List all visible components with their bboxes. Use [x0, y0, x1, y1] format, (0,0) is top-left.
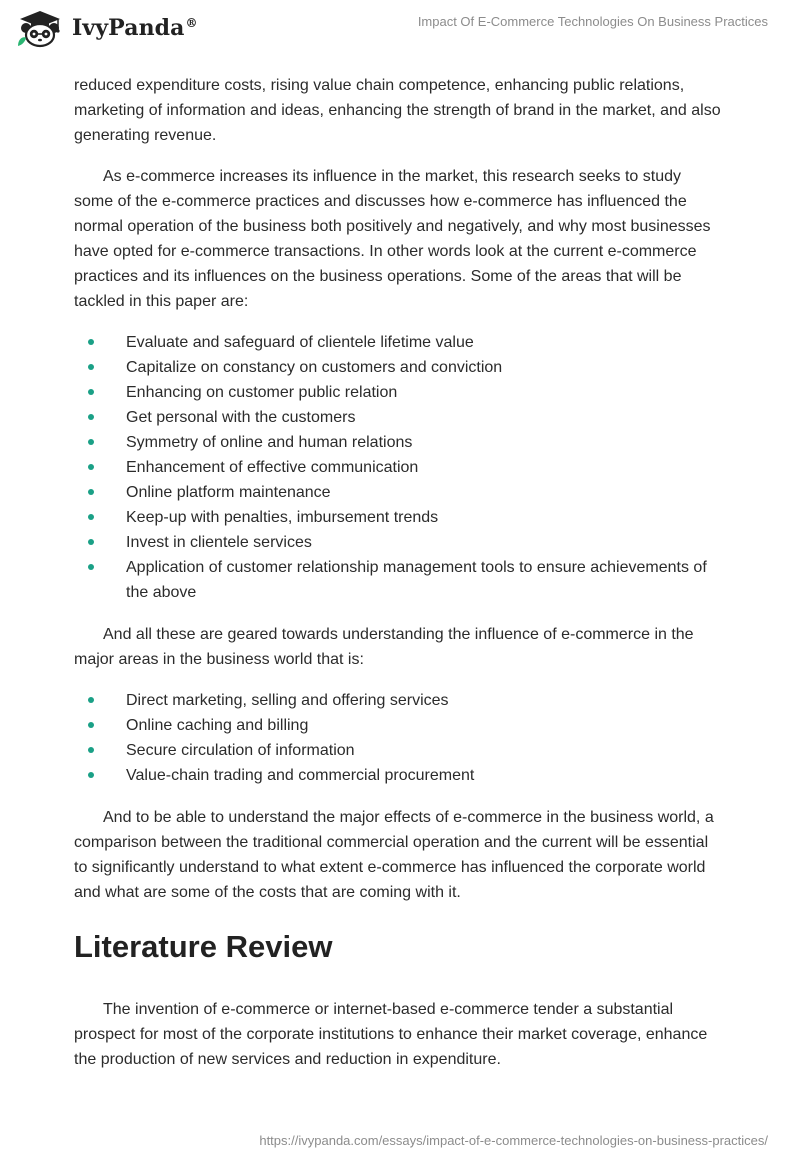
- list-item: Secure circulation of information: [74, 738, 724, 763]
- bullet-icon: [88, 697, 94, 703]
- bullet-icon: [88, 414, 94, 420]
- list-item: Value-chain trading and commercial procurement: [74, 763, 724, 788]
- list-item: Direct marketing, selling and offering services: [74, 688, 724, 713]
- list-item: Enhancement of effective communication: [74, 455, 724, 480]
- bullet-icon: [88, 364, 94, 370]
- bullet-icon: [88, 564, 94, 570]
- bullet-icon: [88, 489, 94, 495]
- paragraph: The invention of e-commerce or internet-based e-commerce tender a substantial prospect for most of the corporate institutions to enhance their market coverage, enhance the production of new services and reduction in expenditure.: [74, 1001, 708, 1068]
- list-item: Keep-up with penalties, imbursement trends: [74, 505, 724, 530]
- bullet-icon: [88, 439, 94, 445]
- bullet-icon: [88, 514, 94, 520]
- logo-wordmark: IvyPanda®: [72, 15, 198, 41]
- document-title: Impact Of E-Commerce Technologies On Business Practices: [417, 14, 768, 29]
- list-item: Application of customer relationship management tools to ensure achievements of the above: [74, 555, 724, 605]
- list-item: Symmetry of online and human relations: [74, 430, 724, 455]
- bullet-icon: [88, 539, 94, 545]
- list-item: Online caching and billing: [74, 713, 724, 738]
- bullet-icon: [88, 464, 94, 470]
- ivypanda-logo[interactable]: [14, 8, 198, 48]
- bullet-list-areas: [74, 330, 724, 605]
- page-header: [0, 0, 800, 70]
- bullet-list-major-areas: [74, 688, 724, 788]
- paragraph: reduced expenditure costs, rising value chain competence, enhancing public relations, marketing of information and ideas, enhancing the strength of brand in the market, and also generating revenue.: [74, 77, 721, 144]
- bullet-icon: [88, 772, 94, 778]
- bullet-icon: [88, 722, 94, 728]
- list-item: Online platform maintenance: [74, 480, 724, 505]
- list-item: Capitalize on constancy on customers and conviction: [74, 355, 724, 380]
- bullet-icon: [88, 747, 94, 753]
- list-item: Enhancing on customer public relation: [74, 380, 724, 405]
- source-url[interactable]: https://ivypanda.com/essays/impact-of-e-commerce-technologies-on-business-practices/: [259, 1133, 768, 1148]
- paragraph: And to be able to understand the major effects of e-commerce in the business world, a comparison between the traditional commercial operation and the current will be essential to significantly understand to what extent e-commerce has influenced the corporate world and what are some of the costs that are coming with it.: [74, 809, 714, 901]
- list-item: Evaluate and safeguard of clientele lifetime value: [74, 330, 724, 355]
- bullet-icon: [88, 339, 94, 345]
- paragraph: And all these are geared towards understanding the influence of e-commerce in the major areas in the business world that is:: [74, 626, 694, 668]
- list-item: Invest in clientele services: [74, 530, 724, 555]
- essay-content: [74, 70, 724, 1072]
- panda-icon: [14, 8, 66, 48]
- section-heading: Literature Review: [74, 929, 333, 964]
- list-item: Get personal with the customers: [74, 405, 724, 430]
- paragraph: As e-commerce increases its influence in the market, this research seeks to study some of the e-commerce practices and discusses how e-commerce has influenced the normal operation of the business both positively and negatively, and why most businesses have opted for e-commerce transactions. In other words look at the current e-commerce practices and its influences on the business operations. Some of the areas that will be tackled in this paper are:: [74, 168, 711, 310]
- bullet-icon: [88, 389, 94, 395]
